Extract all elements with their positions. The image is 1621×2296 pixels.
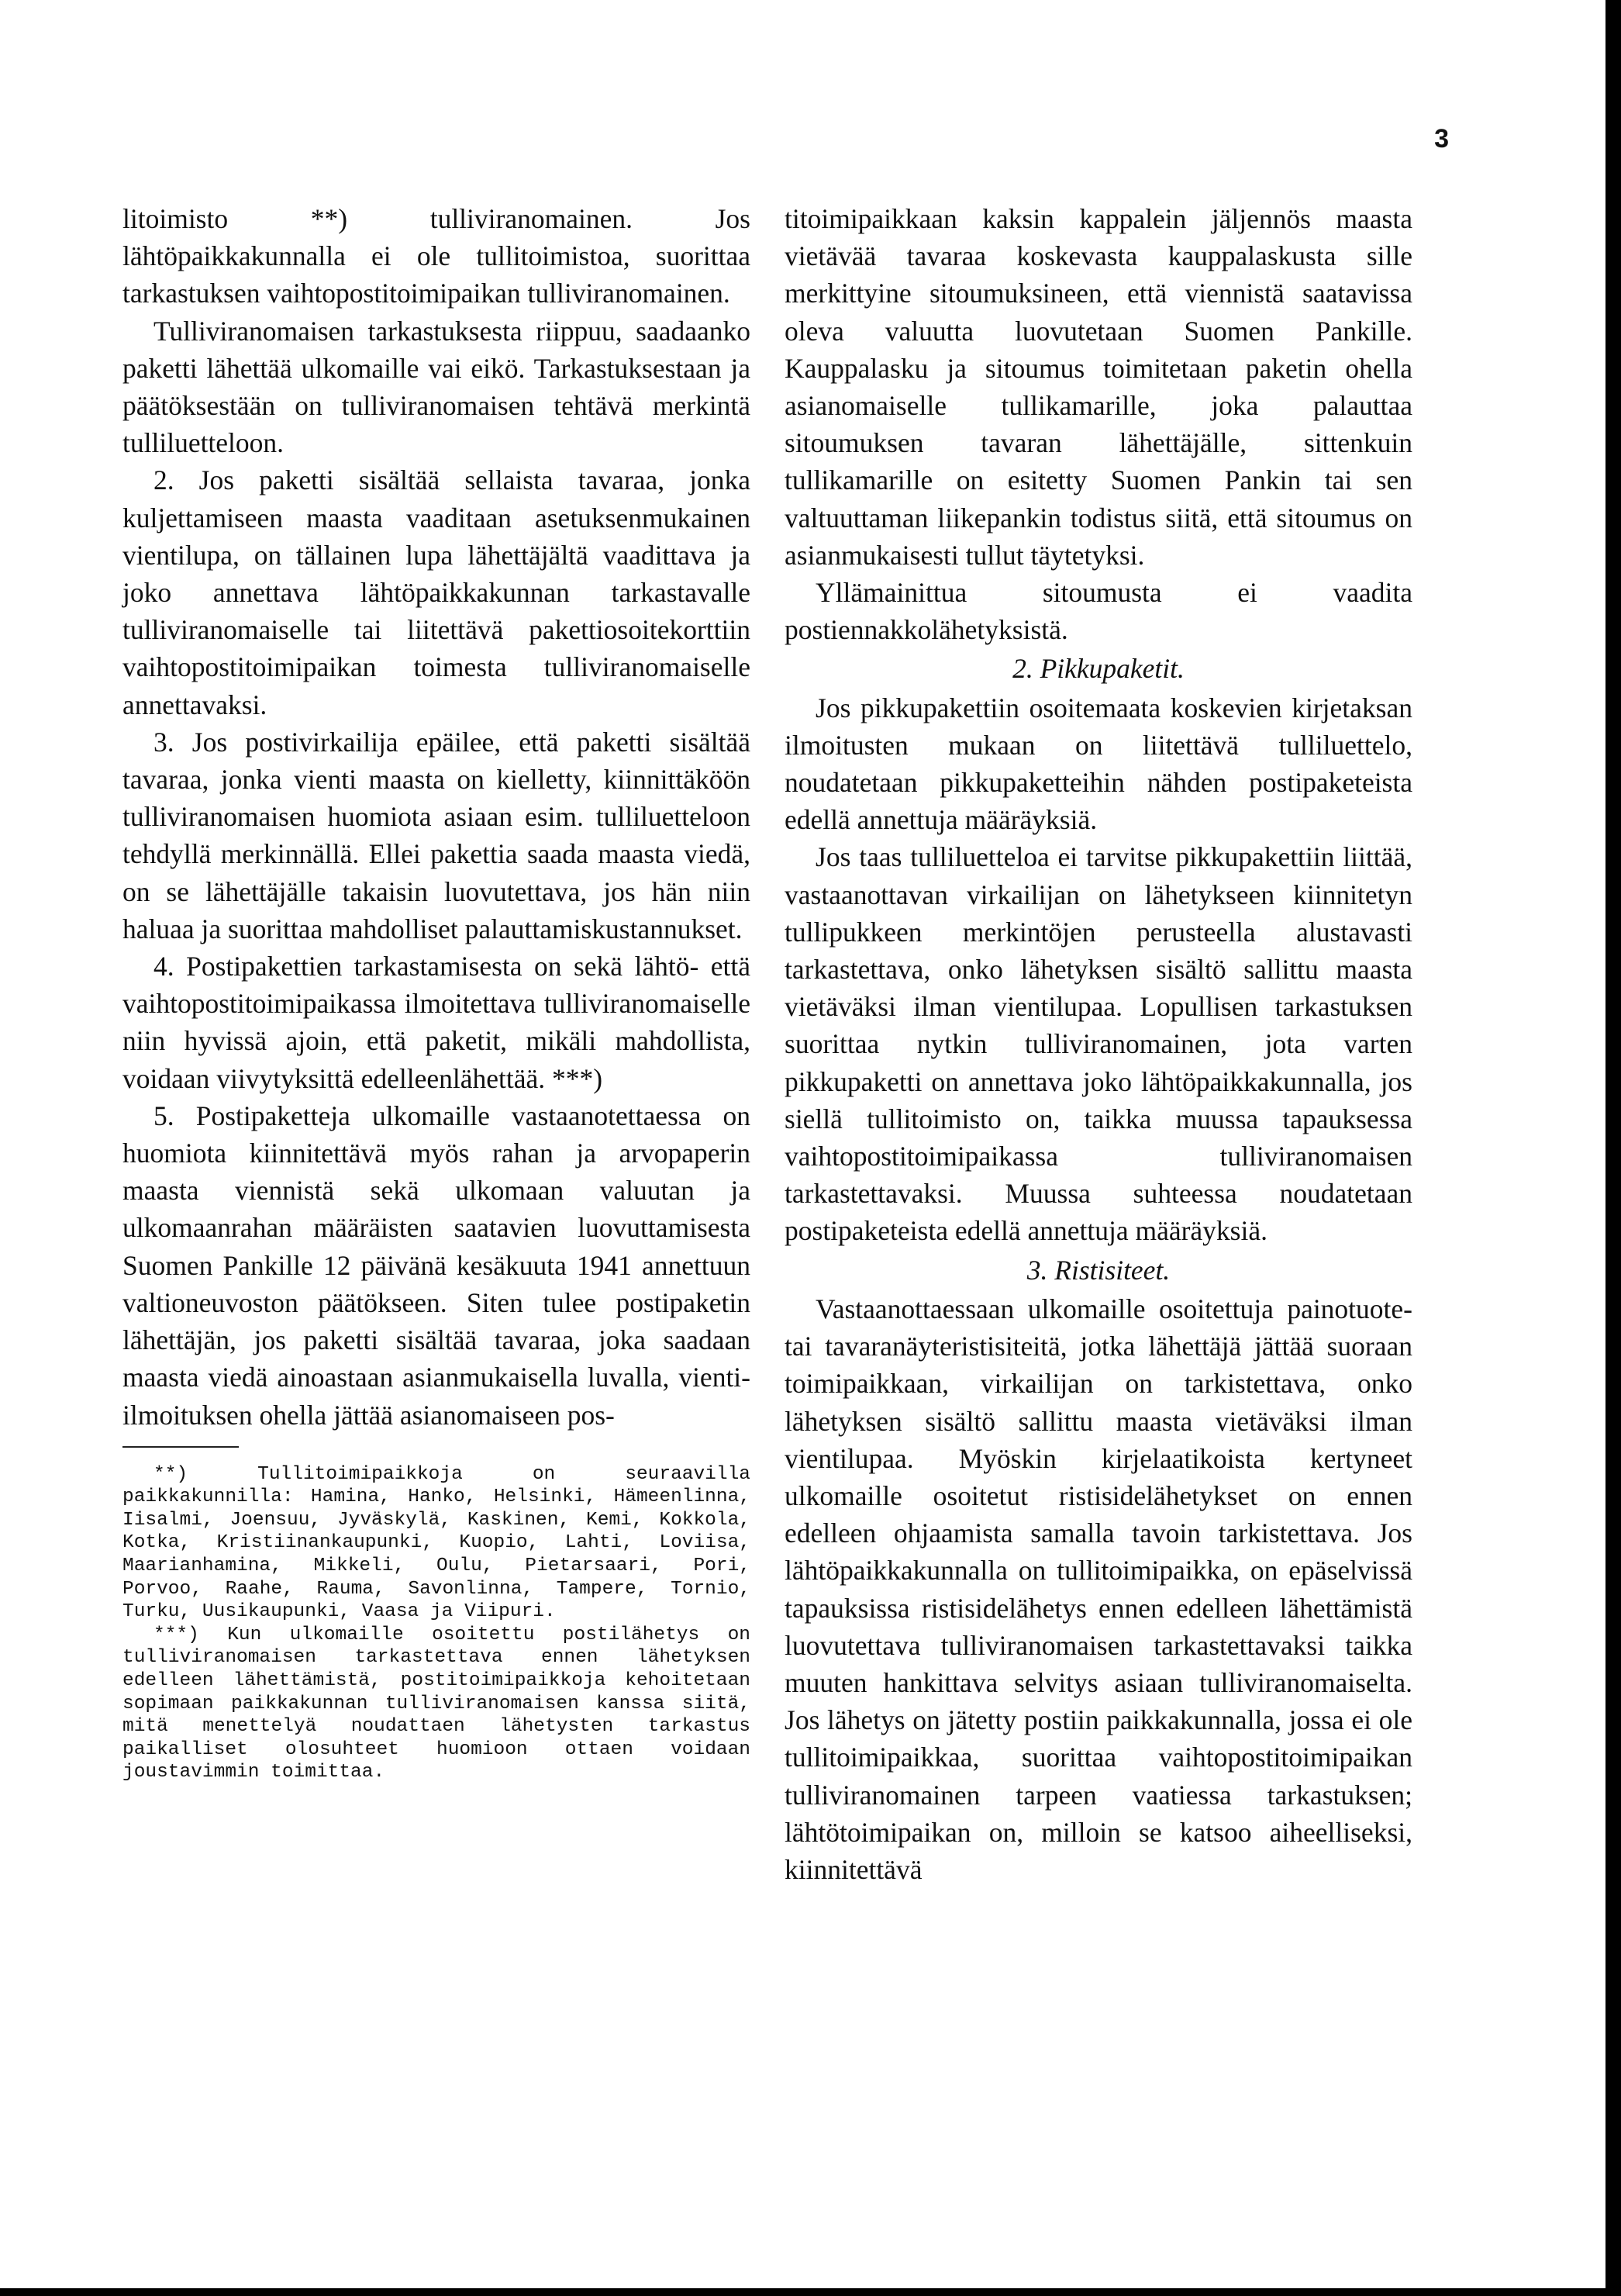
paragraph: Jos taas tulliluetteloa ei tarvitse pikkupakettiin liittää, vastaanottavan virkailijan on lähetykseen kiinnitetyn tullipukkeen merkintöjen perusteella alustavasti tarkastettava, onko lähetyksen sisältö sallittu maasta vietäväksi ilman vientilupaa. Lopullisen tarkastuksen suorittaa nytkin tulliviranomainen, jota varten pikkupaketti on annettava joko lähtöpaikkakunnalla, jos siellä tullitoimisto on, taikka muussa tapauksessa vaihtopostitoimipaikassa tulliviranomaisen tarkastettavaksi. Muussa suhteessa noudatetaan postipaketeista edellä annettuja määräyksiä. xyxy=(785,841,1412,1247)
footnote: ***) Kun ulkomaille osoitettu postilähetys on tulliviranomaisen tarkastettava ennen lähetyksen edelleen lähettämistä, postitoimipaikkoja kehoitetaan sopimaan paikkakunnan tulliviranomaisen kanssa siitä, mitä menettelyä noudattaen lähetysten tarkastus paikalliset olosuhteet huomioon ottaen voidaan joustavimmin toimittaa. xyxy=(122,1624,750,1783)
page-number: 3 xyxy=(1434,124,1449,154)
left-column xyxy=(122,200,750,1784)
footnote-divider xyxy=(122,1446,239,1448)
paragraph: 3. Jos postivirkailija epäilee, että paketti sisältää tavaraa, jonka vienti maasta on kielletty, kiinnittäköön tulliviranomaisen huomiota asiaan esim. tulliluetteloon tehdyllä merkinnällä. Ellei pakettia saada maasta viedä, on se lähettäjälle takaisin luovutettava, jos hän niin haluaa ja suorittaa mahdolliset palauttamiskustannukset. xyxy=(122,726,750,944)
section-heading: 3. Ristisiteet. xyxy=(1026,1254,1171,1286)
paragraph: titoimipaikkaan kaksin kappalein jäljennös maasta vietävää tavaraa koskevasta kauppalaskusta sille merkittyine sitoumuksineen, että viennistä saatavissa oleva valuutta luovutetaan Suomen Pankille. Kauppalasku ja sitoumus toimitetaan paketin ohella asianomaiselle tullikamarille, joka palauttaa sitoumuksen tavaran lähettäjälle, sittenkuin tullikamarille on esitetty Suomen Pankin tai sen valtuuttaman liikepankin todistus siitä, että sitoumus on asianmukaisesti tullut täytetyksi. xyxy=(785,203,1412,571)
paragraph: 5. Postipaketteja ulkomaille vastaanotettaessa on huomiota kiinnitettävä myös rahan ja arvopaperin maasta viennistä sekä ulkomaan valuutan ja ulkomaanrahan määräisten saatavien luovuttamisesta Suomen Pankille 12 päivänä kesäkuuta 1941 annettuun valtioneuvoston päätökseen. Siten tulee postipaketin lähettäjän, jos paketti sisältää tavaraa, joka saadaan maasta viedä ainoastaan asianmukaisella luvalla, vienti-ilmoituksen ohella jättää asianomaiseen pos- xyxy=(122,1100,750,1431)
paragraph: Yllämainittua sitoumusta ei vaadita postiennakkolähetyksistä. xyxy=(785,577,1412,646)
right-column xyxy=(785,200,1412,1888)
section-heading: 2. Pikkupaketit. xyxy=(1012,653,1185,685)
paragraph: Tulliviranomaisen tarkastuksesta riippuu, saadaanko paketti lähettää ulkomaille vai eikö. Tarkastuksestaan ja päätöksestään on tulliviranomaisen tehtävä merkintä tulliluetteloon. xyxy=(122,315,750,459)
paragraph: Vastaanottaessaan ulkomaille osoitettuja painotuote- tai tavaranäyteristisiteitä, jotka lähettäjä jättää suoraan toimipaikkaan, virkailijan on tarkistettava, onko lähetyksen sisältö sallittu maasta vietäväksi ilman vientilupaa. Myöskin kirjelaatikoista kertyneet ulkomaille osoitetut ristisidelähetykset on ennen edelleen ohjaamista samalla tavoin tarkistettava. Jos lähtöpaikkakunnalla on tullitoimipaikka, on epäselvissä tapauksissa ristisidelähetys ennen edelleen lähettämistä luovutettava tulliviranomaisen tarkastettavaksi taikka muuten hankittava selvitys asiaan tulliviranomaiselta. Jos lähetys on jätetty postiin paikkakunnalla, jossa ei ole tullitoimipaikkaa, suorittaa vaihtopostitoimipaikan tulliviranomainen tarpeen vaatiessa tarkastuksen; lähtötoimipaikan on, milloin se katsoo aiheelliseksi, kiinnitettävä xyxy=(785,1293,1412,1885)
paragraph: 4. Postipakettien tarkastamisesta on sekä lähtö- että vaihtopostitoimipaikassa ilmoitettava tulliviranomaiselle niin hyvissä ajoin, että paketit, mikäli mahdollista, voidaan viivytyksittä edelleenlähettää. ***) xyxy=(122,951,750,1094)
footnote: **) Tullitoimipaikkoja on seuraavilla paikkakunnilla: Hamina, Hanko, Helsinki, Hämeenlinna, Iisalmi, Joensuu, Jyväskylä, Kaskinen, Kemi, Kokkola, Kotka, Kristiinankaupunki, Kuopio, Lahti, Loviisa, Maarianhamina, Mikkeli, Oulu, Pietarsaari, Pori, Porvoo, Raahe, Rauma, Savonlinna, Tampere, Tornio, Turku, Uusikaupunki, Vaasa ja Viipuri. xyxy=(122,1463,750,1623)
paragraph: 2. Jos paketti sisältää sellaista tavaraa, jonka kuljettamiseen maasta vaaditaan asetuksenmukainen vientilupa, on tällainen lupa lähettäjältä vaadittava ja joko annettava lähtöpaikkakunnan tarkastavalle tulliviranomaiselle tai liitettävä pakettiosoitekorttiin vaihtopostitoimipaikan toimesta tulliviranomaiselle annettavaksi. xyxy=(122,464,750,720)
paragraph: litoimisto **) tulliviranomainen. Jos lähtöpaikkakunnalla ei ole tullitoimistoa, suorittaa tarkastuksen vaihtopostitoimipaikan tulliviranomainen. xyxy=(122,203,750,309)
paragraph: Jos pikkupakettiin osoitemaata koskevien kirjetaksan ilmoitusten mukaan on liitettävä tulliluettelo, noudatetaan pikkupaketteihin nähden postipaketeista edellä annettuja määräyksiä. xyxy=(785,692,1412,836)
